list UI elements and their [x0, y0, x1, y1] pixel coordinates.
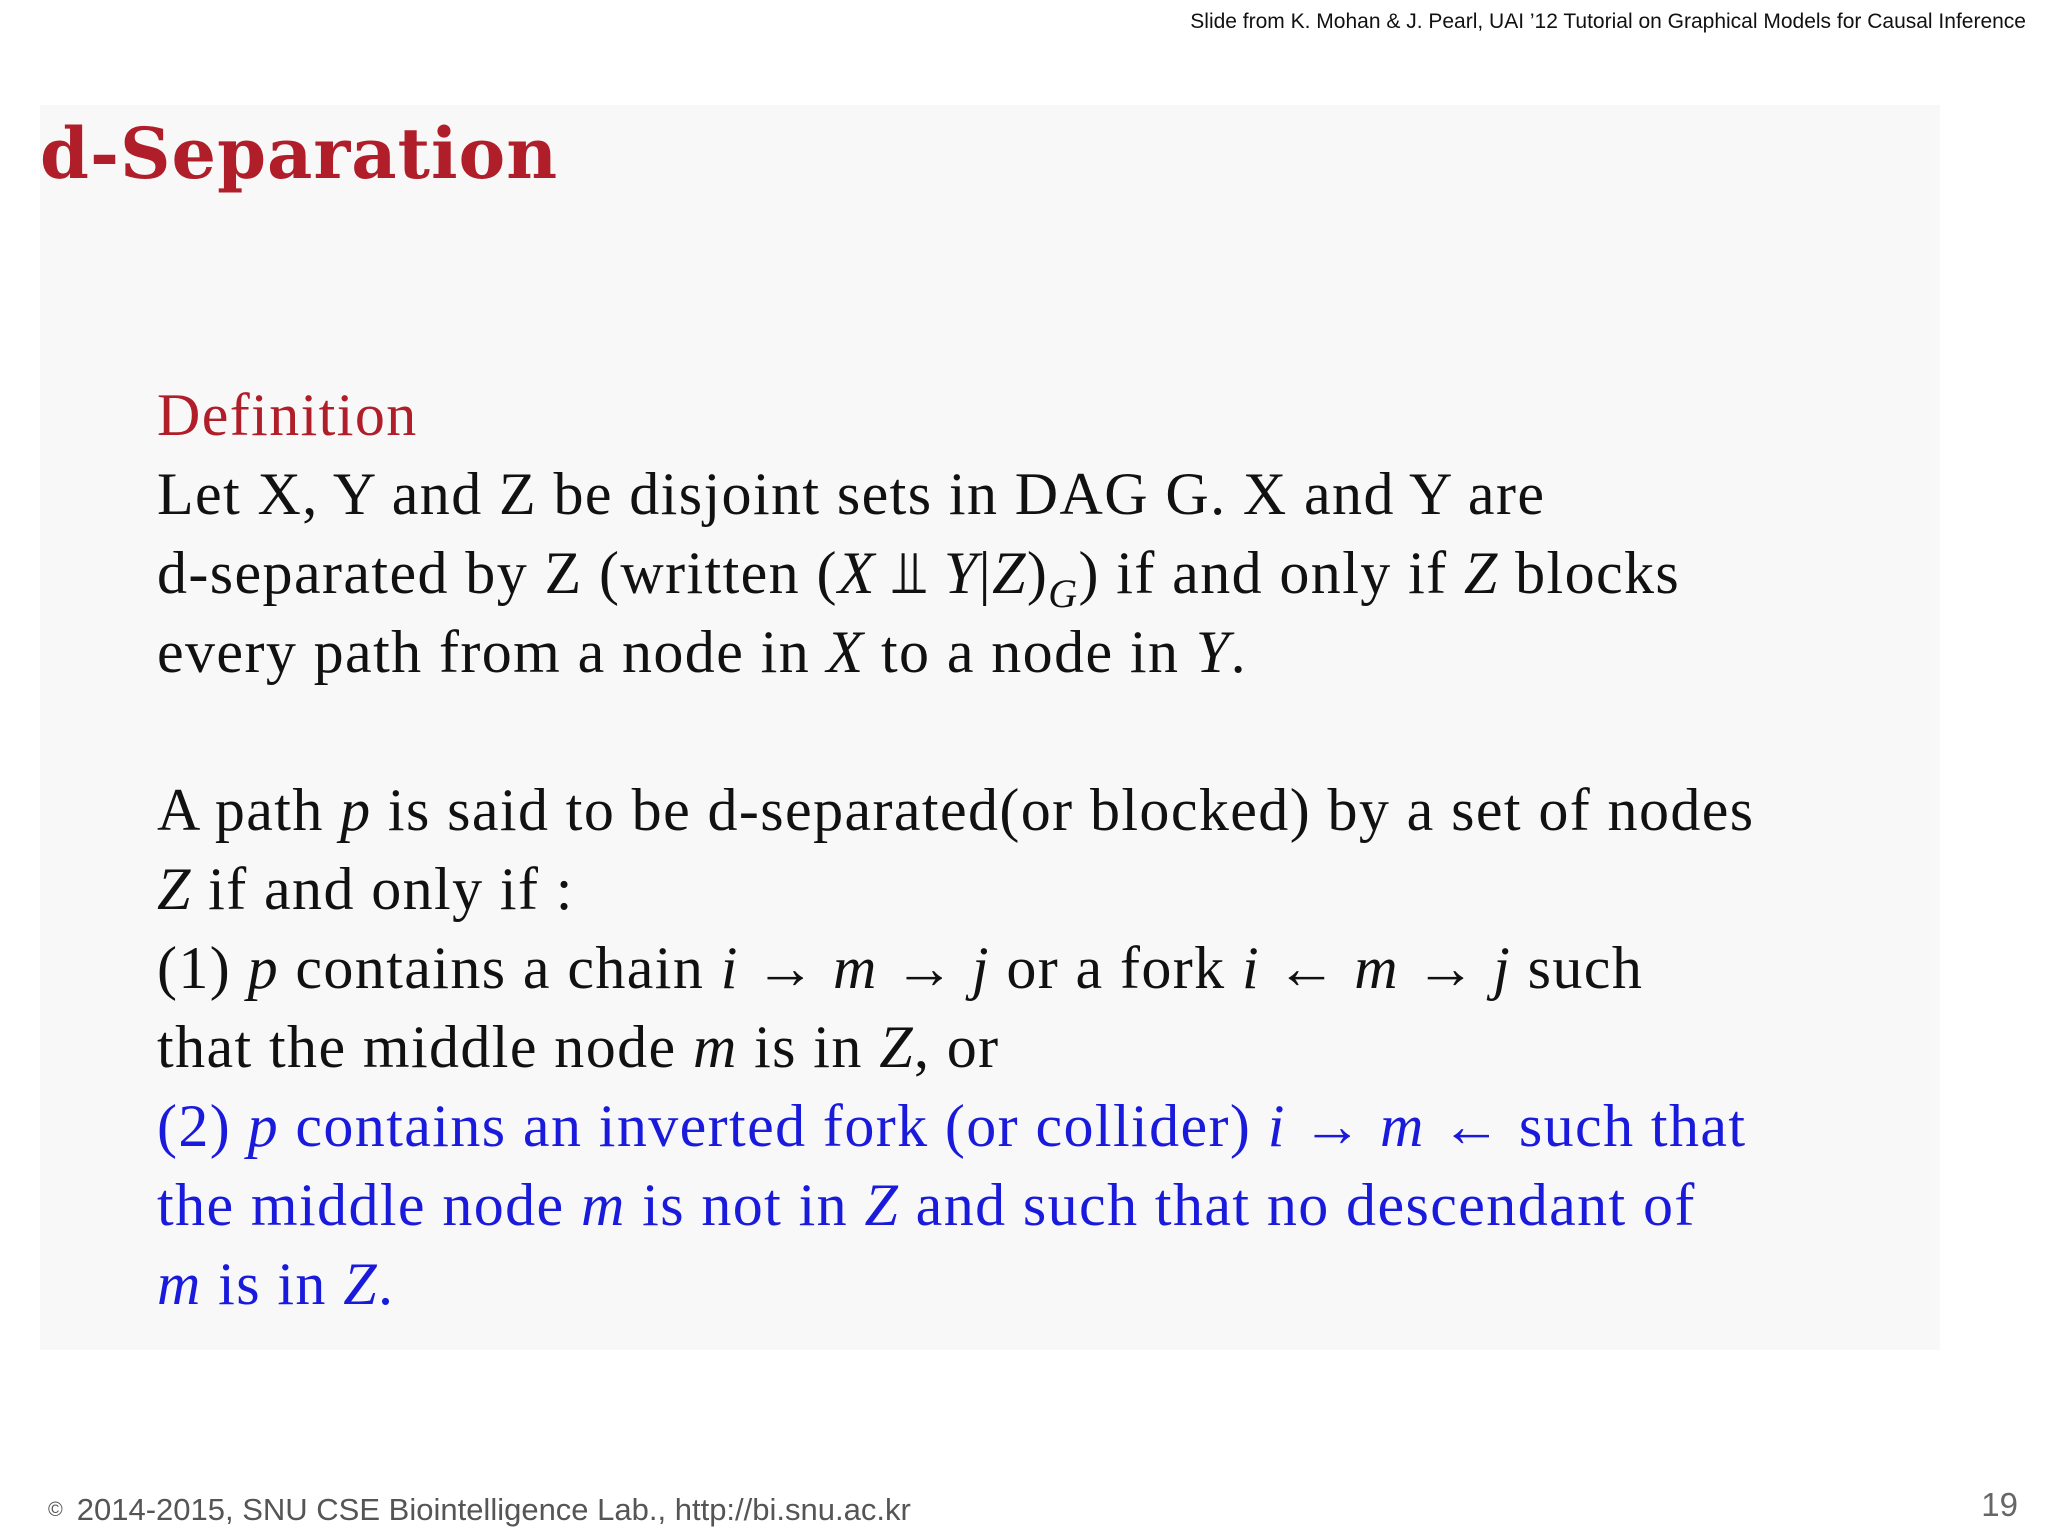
text-segment: or a fork [989, 935, 1242, 1001]
text-segment: , or [913, 1014, 1000, 1080]
condition-1-line-1 [157, 929, 1957, 1008]
footer-text: 2014-2015, SNU CSE Biointelligence Lab., http://bi.snu.ac.kr [76, 1492, 911, 1527]
text-segment: blocks [1498, 540, 1681, 606]
path-rule-line-2 [157, 850, 1957, 929]
condition-1-line-2 [157, 1008, 1957, 1087]
text-segment: contains an inverted fork (or collider) [278, 1093, 1268, 1159]
definition-line-3 [157, 613, 1957, 692]
math-var: X [826, 619, 865, 685]
text-segment: . [1230, 619, 1247, 685]
text-segment: and such that no descendant of [899, 1172, 1696, 1238]
fork-expression: i ← m → j [1241, 935, 1512, 1001]
math-var: Z [992, 540, 1027, 606]
text-segment: (1) [157, 935, 248, 1001]
condition-2-line-3 [157, 1245, 1957, 1324]
text-segment: if and only if : [191, 856, 574, 922]
definition-line-1: Let X, Y and Z be disjoint sets in DAG G. X and Y are [157, 461, 1546, 527]
math-var: Z [1463, 540, 1499, 606]
text-segment: such that [1502, 1093, 1747, 1159]
math-var: Z [343, 1251, 379, 1317]
copyright-symbol: © [48, 1499, 63, 1521]
text-segment: d-separated by Z (written ( [157, 540, 838, 606]
text-segment: is in [201, 1251, 344, 1317]
math-var: m [580, 1172, 626, 1238]
text-segment: is in [737, 1014, 880, 1080]
math-var: Y [1195, 619, 1231, 685]
math-var: p [247, 935, 279, 1001]
text-segment: . [378, 1251, 395, 1317]
chain-expression: i → m → j [720, 935, 990, 1001]
independence-symbol: ⫫ [875, 540, 944, 606]
text-segment: contains a chain [278, 935, 721, 1001]
math-var: p [340, 777, 372, 843]
slide-title: d-Separation [40, 112, 559, 195]
slide-source-credit: Slide from K. Mohan & J. Pearl, UAI ’12 Tutorial on Graphical Models for Causal Inference [1190, 10, 2026, 33]
definition-heading: Definition [157, 382, 418, 448]
text-segment: is not in [625, 1172, 865, 1238]
math-var: m [692, 1014, 738, 1080]
paragraph-gap [157, 692, 1957, 771]
math-var: X [837, 540, 876, 606]
slide-footer [48, 1492, 911, 1528]
text-segment: the middle node [157, 1172, 581, 1238]
text-segment: (2) [157, 1093, 248, 1159]
condition-2-line-1 [157, 1087, 1957, 1166]
definition-line-2 [157, 534, 1957, 616]
math-var: Z [864, 1172, 900, 1238]
slide-body [157, 376, 1957, 1324]
text-segment: is said to be d-separated(or blocked) by a set of nodes [371, 777, 1755, 843]
collider-expression: i → m ← [1267, 1093, 1503, 1159]
text-segment: ) if and only if [1078, 540, 1464, 606]
text-segment: such [1511, 935, 1644, 1001]
math-var: Y [943, 540, 979, 606]
page-number: 19 [1981, 1486, 2018, 1523]
math-var: Z [157, 856, 192, 922]
text-segment: ) [1026, 540, 1049, 606]
text-segment: every path from a node in [157, 619, 827, 685]
path-rule-line-1 [157, 771, 1957, 850]
text-segment: that the middle node [157, 1014, 693, 1080]
text-segment: A path [157, 777, 341, 843]
math-var: m [157, 1251, 202, 1317]
condition-2-line-2 [157, 1166, 1957, 1245]
text-segment: | [978, 540, 993, 606]
math-var: p [247, 1093, 279, 1159]
text-segment: to a node in [864, 619, 1196, 685]
math-var: Z [879, 1014, 914, 1080]
graph-subscript: G [1048, 571, 1079, 616]
